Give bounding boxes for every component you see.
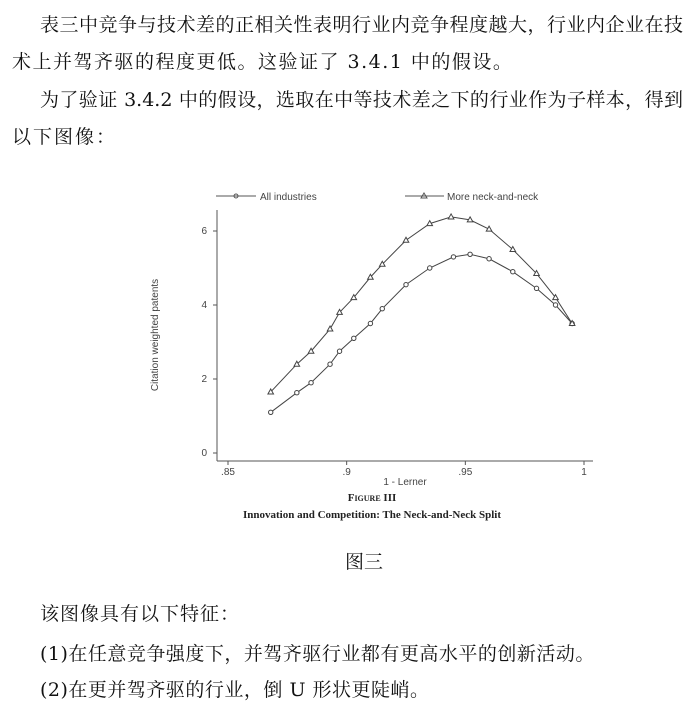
legend-label-all: All industries — [260, 192, 317, 203]
text-line: 以下图像： — [12, 126, 118, 148]
text-line: 表三中竞争与技术差的正相关性表明行业内竞争程度越大，行业内企业在技 — [40, 14, 683, 36]
data-point — [380, 307, 384, 311]
data-point — [487, 257, 491, 261]
series-neck-and-neck — [268, 214, 575, 394]
y-tick-label: 0 — [201, 448, 207, 459]
data-point — [451, 255, 455, 259]
x-tick-label: .85 — [221, 467, 235, 478]
data-point — [368, 321, 372, 325]
legend-label-neck: More neck-and-neck — [447, 192, 539, 203]
text-line: 为了验证 3.4.2 中的假设，选取在中等技术差之下的行业作为子样本，得到 — [40, 89, 683, 111]
x-axis-label: 1 - Lerner — [383, 477, 427, 488]
figure-title: Figure III — [347, 492, 397, 504]
data-point — [467, 217, 473, 222]
figure-subtitle: Innovation and Competition: The Neck-and-Neck Split — [242, 509, 502, 521]
features-intro: 该图像具有以下特征： — [40, 603, 241, 625]
x-tick-label: 1 — [581, 467, 587, 478]
data-point — [327, 326, 333, 331]
data-point — [468, 252, 472, 256]
data-point — [534, 286, 538, 290]
data-point — [404, 282, 408, 286]
data-point — [553, 303, 557, 307]
data-point — [295, 390, 299, 394]
figure-caption: 图三 — [345, 551, 384, 573]
x-tick-label: .95 — [458, 467, 473, 478]
y-tick-label: 2 — [201, 374, 207, 385]
series-line — [271, 217, 572, 392]
data-point — [309, 381, 313, 385]
data-point — [427, 221, 433, 226]
series-all-industries — [269, 252, 575, 414]
data-point — [428, 266, 432, 270]
data-point — [352, 336, 356, 340]
x-tick-label: .9 — [342, 467, 351, 478]
legend — [216, 192, 539, 203]
y-tick-label: 6 — [201, 226, 207, 237]
feature-item: (1)在任意竞争强度下，并驾齐驱行业都有更高水平的创新活动。 — [40, 643, 595, 665]
y-tick-label: 4 — [201, 300, 207, 311]
data-point — [511, 270, 515, 274]
data-point — [403, 237, 409, 242]
y-axis-label: Citation weighted patents — [150, 278, 161, 392]
data-point — [328, 362, 332, 366]
data-point — [486, 226, 492, 231]
data-point — [448, 214, 454, 219]
data-point — [337, 349, 341, 353]
data-point — [269, 410, 273, 414]
feature-item: (2)在更并驾齐驱的行业，倒 U 形状更陡峭。 — [40, 679, 430, 701]
text-line: 术上并驾齐驱的程度更低。这验证了 3.4.1 中的假设。 — [12, 51, 514, 73]
series-line — [271, 254, 572, 412]
